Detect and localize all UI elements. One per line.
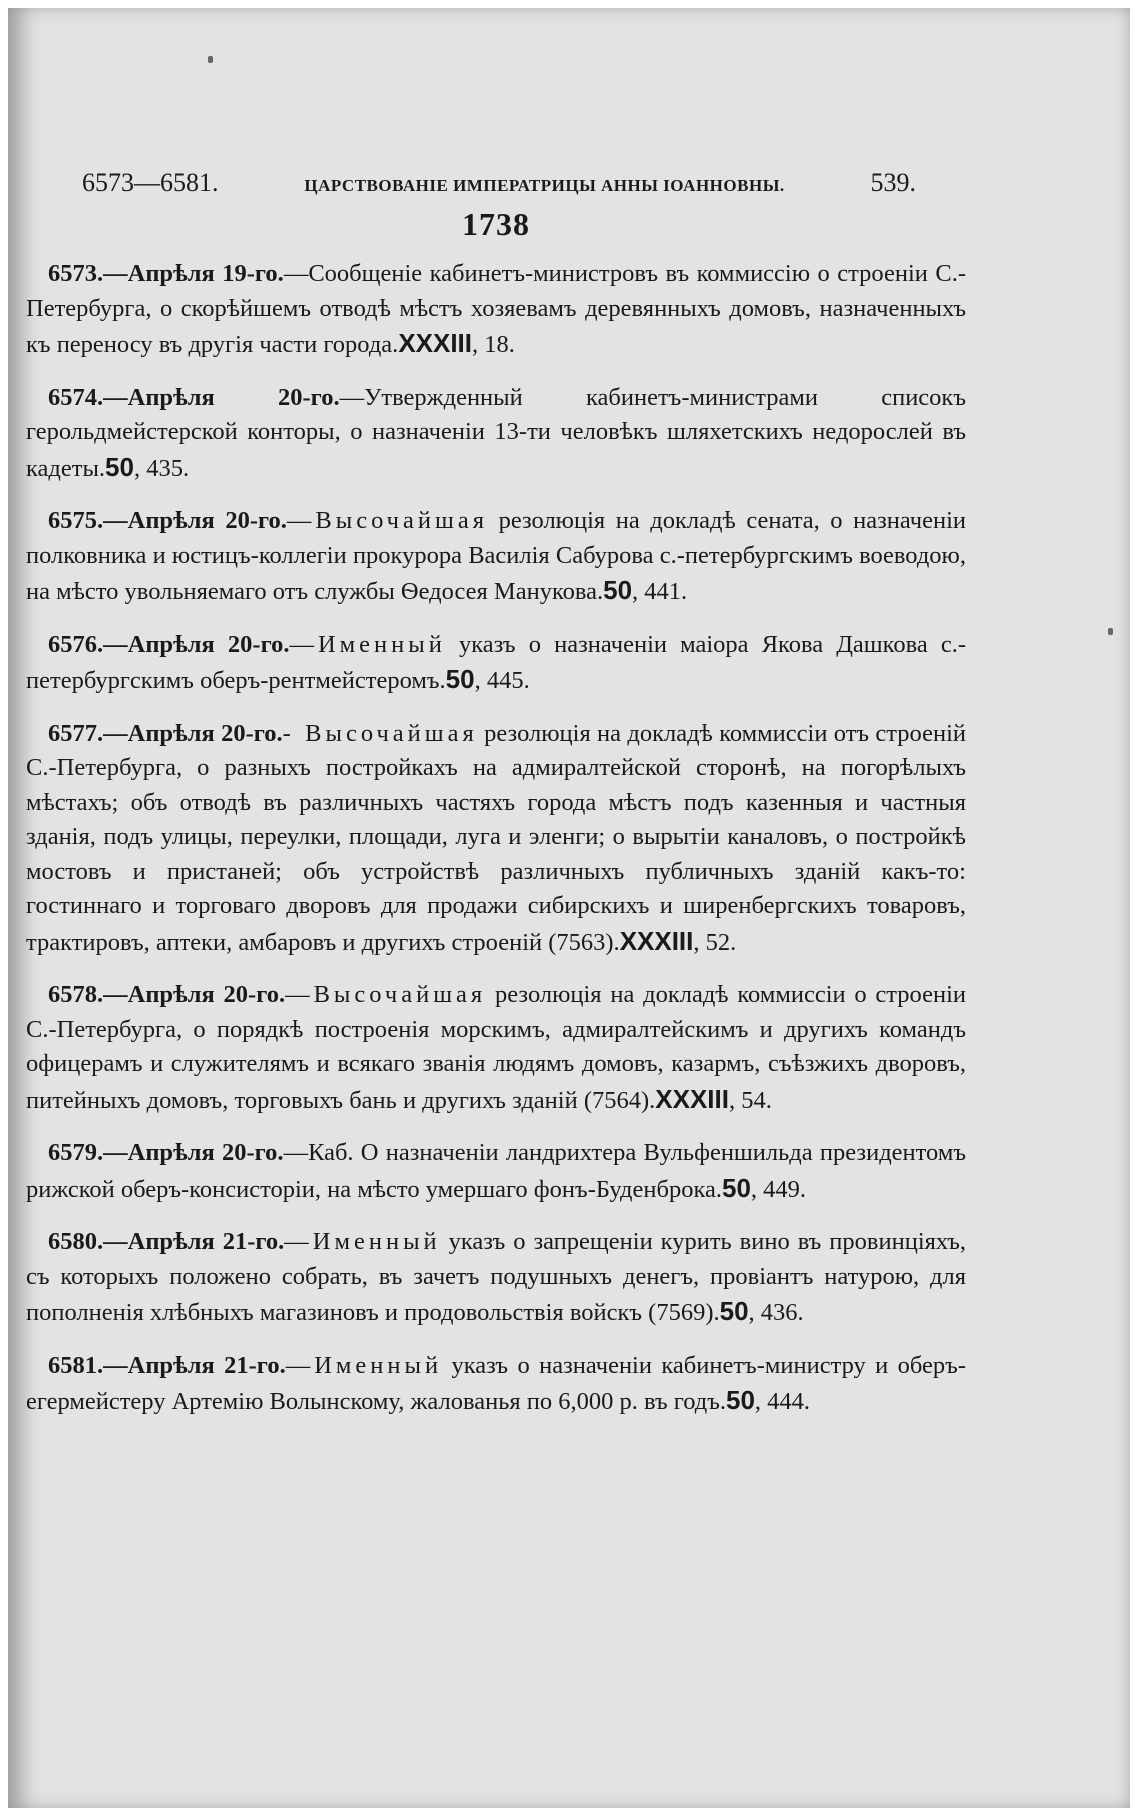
entry-number: 6578. <box>48 981 104 1008</box>
entry-6579 <box>26 1136 966 1207</box>
entry-number: 6573. <box>48 260 104 287</box>
entry-reference: , 52. <box>693 928 737 956</box>
entry-reference: , 436. <box>748 1299 804 1326</box>
page-content <box>26 168 966 1438</box>
entry-date: —Апрѣля 21-го. <box>103 1228 285 1255</box>
entry-volume: XXXIII <box>619 925 694 956</box>
entries-list <box>26 257 966 1420</box>
entry-date: —Апрѣля 20-го. <box>103 630 290 658</box>
entry-reference: , 444. <box>754 1388 811 1415</box>
entry-text: —Каб. О назначеніи ландрихтера Вульфеншильда президентомъ рижской оберъ-консисторіи, на мѣсто умершаго фонъ-Буденброка. <box>26 1139 966 1203</box>
print-speck <box>208 56 213 63</box>
entry-decree-type: —Высочайшая <box>285 981 487 1008</box>
entry-text: указъ о назначеніи маіора Якова Дашкова с.-петербургскимъ оберъ-рентмейстеромъ. <box>26 630 966 694</box>
entry-date: —Апрѣля 20-го. <box>103 981 286 1008</box>
entry-text: —Сообщеніе кабинетъ-министровъ въ коммиссію о строеніи С.-Петербурга, о скорѣйшемъ отводѣ мѣстъ хозяевамъ деревянныхъ домовъ, назначенныхъ къ переносу въ другія части города. <box>26 260 966 358</box>
entry-number: 6579. <box>48 1139 104 1166</box>
entry-reference: , 18. <box>472 331 515 358</box>
entry-decree-type: —Именный <box>285 1351 443 1379</box>
entry-6574 <box>26 381 966 487</box>
entry-decree-type: —Именный <box>289 630 446 658</box>
running-title: ЦАРСТВОВАНІЕ ИМПЕРАТРИЦЫ АННЫ ІОАННОВНЫ. <box>304 176 785 195</box>
scanned-page <box>8 8 1130 1808</box>
entry-date: —Апрѣля 20-го. <box>103 383 340 411</box>
entry-text: —Утвержденный кабинетъ-министрами списокъ герольдмейстерской конторы, о назначеніи 13-ти человѣкъ шляхетскихъ недорослей въ кадеты. <box>26 383 967 482</box>
entry-date: —Апрѣля 20-го. <box>103 507 287 534</box>
entry-volume: XXXIII <box>398 328 473 358</box>
entry-text: указъ о назначеніи кабинетъ-министру и оберъ-егермейстеру Артемію Волынскому, жалованья по 6,000 р. въ годъ. <box>26 1351 966 1415</box>
entry-6580 <box>26 1225 966 1331</box>
entry-volume: XXXIII <box>655 1083 729 1114</box>
entry-decree-type: - Высочайшая <box>282 719 478 747</box>
entry-number: 6581. <box>48 1351 104 1379</box>
entry-6573 <box>26 257 966 363</box>
entry-reference: , 449. <box>750 1175 807 1203</box>
entry-number: 6577. <box>48 719 104 747</box>
entry-date: —Апрѣля 20-го. <box>103 719 283 747</box>
entry-6575 <box>26 504 966 610</box>
entry-6581 <box>26 1349 966 1420</box>
entry-6577 <box>26 717 966 961</box>
entry-number: 6580. <box>48 1228 104 1255</box>
print-speck <box>1108 628 1113 635</box>
entry-date: —Апрѣля 21-го. <box>103 1351 286 1379</box>
page-number: 539. <box>870 168 916 197</box>
entry-text: резолюція на докладѣ коммиссіи отъ строеній С.-Петербурга, о разныхъ постройкахъ на адмиралтейской сторонѣ, на погорѣлыхъ мѣстахъ; объ отводѣ въ различныхъ частяхъ города мѣстъ подъ казенныя и частныя зданія, подъ улицы, переулки, площади, луга и эленги; о вырытіи каналовъ, о постройкѣ мостовъ и пристаней; объ устройствѣ различныхъ публичныхъ зданій какъ-то: гостиннаго и торговаго дворовъ для продажи сибирскихъ и ширенбергскихъ товаровъ, трактировъ, аптеки, амбаровъ и другихъ строеній (7563). <box>26 719 966 956</box>
entry-decree-type: —Именный <box>284 1228 441 1255</box>
entry-volume: 50 <box>105 451 134 482</box>
entry-reference: , 435. <box>133 454 190 482</box>
entry-volume: 50 <box>721 1172 751 1203</box>
entry-text: резолюція на докладѣ сената, о назначеніи полковника и юстицъ-коллегіи прокурора Василія Сабурова с.-петербургскимъ воеводою, на мѣсто увольняемаго отъ службы Ѳедосея Манукова. <box>26 507 967 605</box>
entry-6578 <box>26 978 966 1118</box>
entry-volume: 50 <box>726 1385 755 1415</box>
entry-number: 6574. <box>48 383 104 411</box>
entry-text: указъ о запрещеніи курить вино въ провинціяхъ, съ которыхъ положено собрать, въ зачетъ подушныхъ денегъ, провіантъ натурою, для пополненія хлѣбныхъ магазиновъ и продовольствія войскъ (7569). <box>26 1228 967 1326</box>
entry-text: резолюція на докладѣ коммиссіи о строеніи С.-Петербурга, о порядкѣ построенія морскимъ, адмиралтейскимъ и другихъ командъ офицерамъ и служителямъ и всякаго званія людямъ домовъ, казармъ, съѣзжихъ дворовъ, питейныхъ домовъ, торговыхъ бань и другихъ зданій (7564). <box>26 981 966 1114</box>
entry-reference: , 445. <box>474 667 530 694</box>
running-head <box>26 168 966 198</box>
entry-volume: 50 <box>719 1296 749 1326</box>
entry-6576 <box>26 628 966 699</box>
entry-number: 6576. <box>48 630 104 658</box>
entry-date: —Апрѣля 20-го. <box>103 1139 284 1166</box>
entry-number: 6575. <box>48 507 104 534</box>
entry-date: —Апрѣля 19-го. <box>103 260 284 287</box>
year-heading: 1738 <box>462 206 530 242</box>
entry-range: 6573—6581. <box>82 168 219 197</box>
entry-reference: , 54. <box>728 1086 772 1114</box>
entry-reference: , 441. <box>632 578 688 605</box>
entry-volume: 50 <box>603 575 633 605</box>
entry-volume: 50 <box>445 664 475 694</box>
entry-decree-type: —Высочайшая <box>286 507 488 534</box>
